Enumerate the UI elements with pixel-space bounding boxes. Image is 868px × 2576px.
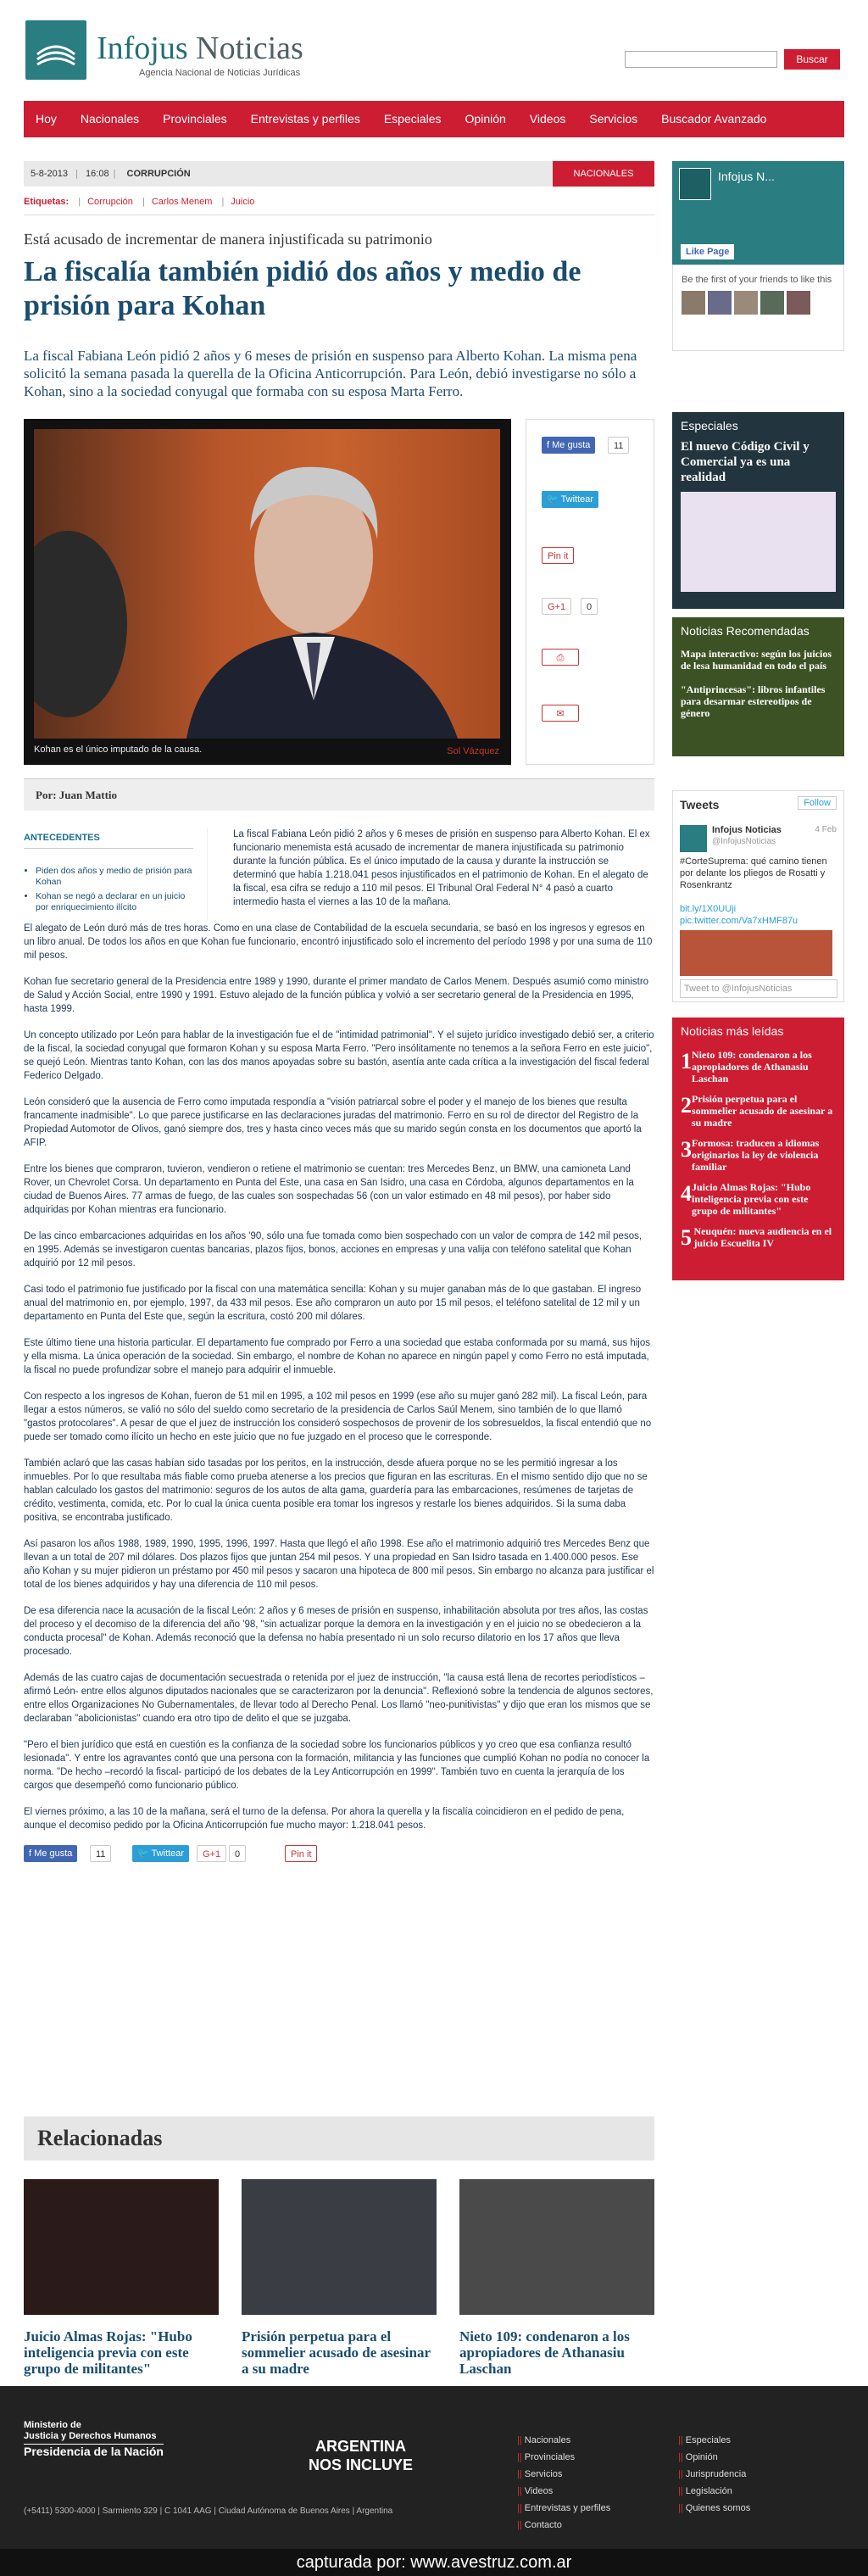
mas-text: Prisión perpetua para el sommelier acusado de asesinar a su madre xyxy=(692,1093,833,1129)
related-image xyxy=(24,2179,219,2315)
site-footer xyxy=(0,2386,868,2576)
mas-leida-item[interactable] xyxy=(672,1089,844,1133)
facebook-like-button[interactable] xyxy=(24,1845,77,1862)
fb-like-page-button[interactable]: Like Page xyxy=(681,244,734,259)
twitter-widget xyxy=(672,790,844,1002)
mas-leida-item[interactable] xyxy=(672,1133,844,1177)
article-meta: 5-8-2013 | 16:08 | CORRUPCIÓN NACIONALES xyxy=(24,161,654,187)
tag-link[interactable]: Juicio xyxy=(231,197,255,207)
mas-num: 3 xyxy=(681,1137,692,1162)
follow-button[interactable]: Follow xyxy=(798,796,837,810)
facebook-count: 11 xyxy=(90,1845,111,1862)
fb-page-title[interactable]: Infojus N... xyxy=(718,170,775,183)
footer-link[interactable]: || Servicios xyxy=(517,2466,610,2483)
body-paragraph: Además de las cuatro cajas de documentación secuestrada o retenida por el juez de instrucción, "la causa está llena de recortes periodísticos –afirmó León- entre ellos algunos diputados nacionales que se caracterizaron por la denuncia". Reflexionó sobre la tendencia de algunos sectores, entre ellos Organizaciones No Gubernamentales, de llevar todo al Derecho Penal. Los llamó "neo-punitivistas" y dijo que eran los mismos que se declaraban "abolicionistas" cuando era otro tipo de delito el que se juzgaba. xyxy=(24,1673,654,1724)
site-title-b: Noticias xyxy=(196,31,303,66)
footer-address: (+5411) 5300-4000 | Sarmiento 329 | C 1041 AAG | Ciudad Autónoma de Buenos Aires | Argentina xyxy=(24,2506,393,2516)
body-paragraph: El viernes próximo, a las 10 de la mañana, será el turno de la defensa. Por ahora la querella y la fiscalía coincidieron en el pedido de pena, aunque el decomiso pedido por la Oficina Anticorrupción fue mucho mayor: 1.218.041 pesos. xyxy=(24,1807,625,1831)
ministry-line: Presidencia de la Nación xyxy=(24,2445,164,2458)
mas-num: 5 xyxy=(681,1225,692,1250)
nav-especiales[interactable]: Especiales xyxy=(383,112,442,125)
mas-leidas-widget xyxy=(672,1018,844,1280)
footer-link[interactable]: || Legislación xyxy=(678,2483,750,2500)
site-title-a: Infojus xyxy=(97,31,188,66)
article-kicker: Está acusado de incrementar de manera injustificada su patrimonio xyxy=(24,231,432,248)
nav-servicios[interactable]: Servicios xyxy=(589,112,638,125)
related-card[interactable] xyxy=(459,2179,654,2377)
mas-text: Nieto 109: condenaron a los apropiadores de Athanasiu Laschan xyxy=(692,1049,812,1084)
body-paragraph: Entre los bienes que compraron, tuvieron, vendieron o retiene el matrimonio se cuentan: tres Mercedes Benz, un BMW, una camioneta Land Rover, un Chevrolet Corsa. Un departamento en Punta del Este, una casa en San Isidro, una casa en Córdoba, algunos departamentos en la ciudad de Buenos Aires. 77 armas de fuego, de las cuales son sospechadas 56 (con un valor estimado en 48 mil pesos), por haber sido adquiridas por Kohan mientras era funcionario. xyxy=(24,1164,634,1215)
mas-leida-item[interactable] xyxy=(672,1045,844,1089)
footer-link[interactable]: || Contacto xyxy=(517,2517,610,2534)
photo-row xyxy=(24,419,654,765)
tweet-button[interactable] xyxy=(542,491,598,508)
article-date: 5-8-2013 xyxy=(31,169,69,179)
bottom-share-row xyxy=(24,1845,654,1871)
page-logo-icon xyxy=(679,168,711,200)
mas-text: Neuquén: nueva audiencia en el juicio Escuelita IV xyxy=(693,1225,832,1249)
argentina-line: ARGENTINA xyxy=(315,2438,406,2455)
antecedentes-title: ANTECEDENTES xyxy=(24,828,193,849)
site-header xyxy=(0,0,868,102)
capture-credit: capturada por: www.avestruz.com.ar xyxy=(0,2549,868,2576)
article-column xyxy=(24,161,654,1871)
photo-image xyxy=(34,429,500,739)
mas-text: Formosa: traducen a idiomas originarios la ley de violencia familiar xyxy=(692,1137,820,1173)
tweet-date: 4 Feb xyxy=(815,825,837,834)
body-paragraph: El alegato de León duró más de tres horas. Como en una clase de Contabilidad de la escuela secundaria, se basó en los ingresos y egresos en un libro anual. De todos los años en que Kohan fue funcionario, encontró injustificado solo el incremento del período 1998 y por una suma de 110 mil pesos. xyxy=(24,923,653,961)
tw-label: Twittear xyxy=(560,494,594,505)
nav-opinion[interactable]: Opinión xyxy=(465,112,506,125)
ministry-line: Ministerio de xyxy=(24,2420,81,2430)
footer-links-a xyxy=(517,2432,610,2534)
recomendadas-title: Noticias Recomendadas xyxy=(681,624,810,638)
recomendada-link[interactable]: "Antiprincesas": libros infantiles para desarmar estereotipos de género xyxy=(681,683,826,719)
footer-link[interactable]: || Jurisprudencia xyxy=(678,2466,750,2483)
body-paragraph: También aclaró que las casas habían sido tasadas por los peritos, en la instrucción, desde afuera porque no se les permitió ingresar a los inmuebles. Por lo que resultaba más fiable como prueba atenerse a los precios que figuran en las escrituras. En el mismo sentido dijo que no se hablan calculado los gastos del matrimonio: seguros de los autos de alta gama, guardería para las embarcaciones, resúmenes de tarjetas de crédito, vestimenta, comida, etc. Por lo cual la única cuenta posible era tomar los ingresos y restarle los bienes adquiridos. Si la suma daba positiva, se encontraba justificado. xyxy=(24,1458,648,1523)
gplus-count: 0 xyxy=(581,598,598,615)
especiales-image xyxy=(681,492,836,592)
byline: Por: Juan Mattio xyxy=(24,778,654,811)
facebook-icon: f xyxy=(547,440,553,450)
related-image xyxy=(459,2179,654,2315)
related-headline: Nieto 109: condenaron a los apropiadores de Athanasiu Laschan xyxy=(459,2328,630,2377)
portrait-illustration xyxy=(34,429,500,739)
facebook-icon: f xyxy=(29,1848,35,1859)
article-time: 16:08 xyxy=(86,169,109,179)
footer-link[interactable]: || Opinión xyxy=(678,2449,750,2466)
tweet-to-input[interactable]: Tweet to @InfojusNoticias xyxy=(680,979,837,998)
avatar[interactable] xyxy=(760,291,784,315)
facebook-friends-box xyxy=(672,265,844,351)
nav-videos[interactable]: Videos xyxy=(529,112,566,125)
nav-hoy[interactable]: Hoy xyxy=(36,112,57,125)
tags-row: Etiquetas: | Corrupción | Carlos Menem | Juicio xyxy=(24,197,654,215)
tweets-title: Tweets xyxy=(680,798,720,811)
mas-leida-item[interactable] xyxy=(672,1221,844,1255)
mas-text: Juicio Almas Rojas: "Hubo inteligencia previa con este grupo de militantes" xyxy=(692,1181,811,1217)
footer-link[interactable]: || Provinciales xyxy=(517,2449,610,2466)
recomendada-link[interactable]: Mapa interactivo: según los juicios de lesa humanidad en todo el país xyxy=(681,648,832,672)
tw-label: Twittear xyxy=(151,1848,185,1859)
book-logo-icon xyxy=(34,31,78,70)
fb-label: Me gusta xyxy=(34,1848,73,1859)
recomendadas-widget xyxy=(672,617,844,756)
article-body xyxy=(24,828,654,1871)
argentina-line: NOS INCLUYE xyxy=(309,2456,414,2473)
related-card[interactable] xyxy=(242,2179,437,2377)
avatar[interactable] xyxy=(787,291,810,315)
body-paragraph: León consideró que la ausencia de Ferro como imputada respondía a "visión patriarcal sobre el poder y el manejo de los bienes que resulta francamente inadmisible". Lo que parece justificarse en las declaraciones juradas del matrimonio. Ferro en su rol de director del Registro de la Propiedad Automotor de Olivos, ganó siempre dos, tres y hasta cinco veces más que su marido según consta en los documentos que aportó la AFIP. xyxy=(24,1097,642,1148)
antecedente-link[interactable]: • Piden dos años y medio de prisión para Kohan xyxy=(36,866,193,888)
nav-provinciales[interactable]: Provinciales xyxy=(163,112,227,125)
body-paragraph: La fiscal Fabiana León pidió 2 años y 6 meses de prisión en suspenso para Alberto Kohan. El ex funcionario menemista está acusado de incrementar de manera injustificada su patrimonio durante la función pública. Es el único imputado de la causa y durante la instrucción se determinó que había 1.218.041 pesos injustificados en el patrimonio de Kohan. En el alegato de la fiscal, esa cifra se redujo a 110 mil pesos. El Tribunal Oral Federal N° 4 pasó a cuarto intermedio hasta el viernes a las 10 de la mañana. xyxy=(233,829,650,907)
related-image xyxy=(242,2179,437,2315)
search-input[interactable] xyxy=(625,51,777,68)
footer-link[interactable]: || Entrevistas y perfiles xyxy=(517,2500,610,2517)
photo-caption: Kohan es el único imputado de la causa. xyxy=(34,744,203,755)
argentina-logo xyxy=(309,2437,413,2474)
facebook-like-button[interactable] xyxy=(542,437,595,454)
pinterest-button[interactable]: Pin it xyxy=(285,1845,317,1862)
email-icon[interactable]: ✉ xyxy=(542,705,579,722)
facebook-count: 11 xyxy=(608,437,629,454)
article-lead: La fiscal Fabiana León pidió 2 años y 6 meses de prisión en suspenso para Alberto Kohan. La misma pena solicitó la semana pasada la querella de la Oficina Anticorrupción. Para León, debió investigarse no sólo a Kohan, sino a la sociedad conyugal que formaba con su esposa Marta Ferro. xyxy=(24,348,637,399)
body-paragraph: "Pero el bien jurídico que está en cuestión es la confianza de la sociedad sobre los funcionarios públicos y yo creo que esa confianza resultó lesionada". Y entre los agravantes contó que una persona con la formación, militancia y las funciones que cumplió Kohan no podía no conocer la norma. "De hecho –recordó la fiscal- participó de los debates de la Ley Anticorrupción en 1999". También tuvo en cuenta la jerarquía de los cargos que desempeñó como funcionario público. xyxy=(24,1740,650,1791)
related-headline: Juicio Almas Rojas: "Hubo inteligencia previa con este grupo de militantes" xyxy=(24,2328,192,2377)
article-section[interactable]: CORRUPCIÓN xyxy=(126,169,191,179)
ministry-logo[interactable] xyxy=(24,2420,164,2457)
body-paragraph: Un concepto utilizado por León para hablar de la investigación fue el de "intimidad patrimonial". Y el sujeto jurídico investigado debió ser, a criterio de la fiscal, la sociedad conyugal que formaron Kohan y su esposa Marta Ferro. "Pero insólitamente no tenemos a la señora Ferro en este juicio", se quejó León. Mientras tanto Kohan, con las dos manos apoyadas sobre su bastón, asentía ante cada crítica a la investigación del fiscal federal Federico Delgado. xyxy=(24,1030,654,1081)
fb-label: Me gusta xyxy=(552,440,591,450)
article-headline: La fiscalía también pidió dos años y medio de prisión para Kohan xyxy=(24,256,581,321)
footer-link[interactable]: || Quienes somos xyxy=(678,2500,750,2517)
facebook-page-widget xyxy=(672,161,844,265)
related-headline: Prisión perpetua para el sommelier acusado de asesinar a su madre xyxy=(242,2328,431,2377)
tweet-handle[interactable]: @InfojusNoticias xyxy=(712,837,776,846)
footer-link[interactable]: || Videos xyxy=(517,2483,610,2500)
gplus-button[interactable]: G+1 xyxy=(542,598,571,615)
antecedentes-box xyxy=(24,828,193,922)
especiales-widget[interactable] xyxy=(672,412,844,609)
site-subtitle: Agencia Nacional de Noticias Jurídicas xyxy=(139,68,301,78)
related-card[interactable] xyxy=(24,2179,219,2377)
avatar[interactable] xyxy=(708,291,732,315)
body-paragraph: De esa diferencia nace la acusación de la fiscal León: 2 años y 6 meses de prisión en suspenso, inhabilitación absoluta por tres años, las costas del proceso y el decomiso de la diferencia del año '98, "sin actualizar porque la demora en la investigación y en el juicio no se obedecieron a la conducta procesal" de Kohan. Además reconoció que la defensa no había presentado ni un solo recurso dilatorio en los 17 años que lleva procesado. xyxy=(24,1606,648,1657)
especiales-title: Especiales xyxy=(681,419,738,432)
especiales-headline: El nuevo Código Civil y Comercial ya es una realidad xyxy=(681,440,810,484)
section-badge[interactable]: NACIONALES xyxy=(553,161,654,187)
pinterest-button[interactable]: Pin it xyxy=(542,547,574,564)
body-paragraph: Así pasaron los años 1988, 1989, 1990, 1995, 1996, 1997. Hasta que llegó el año 1998. Ese año el matrimonio adquirió tres Mercedes Benz que llevan a un total de 207 mil dólares. Dos plazos fijos que juntan 254 mil pesos. Y una propiedad en San Isidro tasada en 1.400.000 pesos. Ese año Kohan y su mujer pidieron un préstamo por 450 mil pesos y sacaron una hipoteca de 800 mil pesos. Sin embargo no alcanza para justificar el total de los bienes adquiridos y hay una diferencia de 110 mil pesos. xyxy=(24,1539,654,1590)
avatar[interactable] xyxy=(734,291,758,315)
footer-link[interactable]: || Nacionales xyxy=(517,2432,610,2449)
nav-buscador[interactable]: Buscador Avanzado xyxy=(661,112,767,125)
tweet-user[interactable]: Infojus Noticias xyxy=(712,825,782,835)
gplus-button[interactable]: G+1 xyxy=(197,1845,226,1862)
nav-entrevistas[interactable]: Entrevistas y perfiles xyxy=(250,112,360,125)
body-paragraph: Casi todo el patrimonio fue justificado por la fiscal con una matemática sencilla: Kohan y su mujer ganaban más de lo que gastaban. El ingreso anual del matrimonio en, por ejemplo, 1997, da 433 mil pesos. Ese año compraron un auto por 15 mil pesos, el teléfono satelital de 12 mil y un departamento en Punta del Este que, según la escritura, costó 200 mil dólares. xyxy=(24,1285,642,1322)
search-button[interactable]: Buscar xyxy=(784,49,840,70)
site-logo[interactable] xyxy=(25,20,86,80)
body-paragraph: Kohan fue secretario general de la Presidencia entre 1989 y 1990, durante el primer mandato de Carlos Menem. Después asumió como ministro de Salud y Acción Social, entre 1990 y 1991. Estuvo alejado de la función pública y volvió a ser secretario general de la Presidencia en 1995, hasta 1999. xyxy=(24,977,649,1014)
tag-link[interactable]: Carlos Menem xyxy=(151,197,213,207)
tweet-link[interactable]: bit.ly/1X0UUji pic.twitter.com/Va7xHMF87u xyxy=(680,904,798,926)
twitter-icon: 🐦 xyxy=(547,494,561,505)
mas-num: 2 xyxy=(681,1093,692,1118)
article-photo xyxy=(24,419,511,765)
mas-leidas-title: Noticias más leídas xyxy=(681,1024,784,1038)
mas-num: 1 xyxy=(681,1049,692,1073)
body-paragraph: Este último tiene una historia particular. El departamento fue comprado por Ferro a una sociedad que estaba conformada por su mamá, sus hijos y ella misma. La única operación de la sociedad. Sin embargo, el nombre de Kohan no aparece en ningún papel y como Ferro no está imputada, la fiscal no puede profundizar sobre el manejo para adquirir el inmueble. xyxy=(24,1338,650,1375)
tweet-avatar[interactable] xyxy=(680,825,707,852)
footer-link[interactable]: || Especiales xyxy=(678,2432,750,2449)
site-title[interactable] xyxy=(97,32,303,64)
twitter-icon: 🐦 xyxy=(137,1848,152,1859)
avatar[interactable] xyxy=(682,291,705,315)
fb-friends-text: Be the first of your friends to like this xyxy=(682,275,832,285)
tweet-text: #CorteSuprema: qué camino tienen por delante los pliegos de Rosatti y Rosenkrantz xyxy=(680,856,827,890)
mas-num: 4 xyxy=(681,1181,692,1206)
fb-friend-avatars xyxy=(682,291,835,315)
tag-link[interactable]: Corrupción xyxy=(87,197,133,207)
body-paragraph: De las cinco embarcaciones adquiridas en los años '90, sólo una fue tomada como bien sospechado con un valor de compra de 142 mil pesos, en 1995. Además se investigaron cuentas bancarias, plazos fijos, bonos, acciones en empresas y una valija con teléfono satelital que Kohan adquirió por 12 mil pesos. xyxy=(24,1231,643,1268)
share-box xyxy=(526,419,654,765)
photo-credit: Sol Vázquez xyxy=(447,746,499,756)
related-title: Relacionadas xyxy=(24,2116,654,2161)
tweet-image[interactable] xyxy=(680,930,832,976)
gplus-count: 0 xyxy=(229,1845,246,1862)
tweet-button[interactable] xyxy=(132,1845,189,1862)
nav-nacionales[interactable]: Nacionales xyxy=(80,112,140,125)
mas-leida-item[interactable] xyxy=(672,1177,844,1221)
antecedente-link[interactable]: • Kohan se negó a declarar en un juicio por enriquecimiento ilícito xyxy=(36,891,193,913)
main-nav xyxy=(24,101,844,137)
body-paragraph: Con respecto a los ingresos de Kohan, fueron de 51 mil en 1995, a 102 mil pesos en 1999 (ese año su mujer ganó 282 mil). La fiscal León, para llegar a estos números, se valió no sólo del sueldo como secretario de la presidencia de Carlos Saúl Menem, sino también de lo que llamó "gastos protocolares". A pesar de que el juez de instrucción los consideró sospechosos de provenir de los sobresueldos, la fiscal entendió que no puede ser tomado como ilícito un hecho en este juicio que no fue juzgado en el proceso que le corresponde. xyxy=(24,1391,652,1442)
footer-links-b xyxy=(678,2432,750,2517)
ministry-line: Justicia y Derechos Humanos xyxy=(24,2431,157,2441)
print-icon[interactable]: ⎙ xyxy=(542,649,579,666)
tags-label: Etiquetas: xyxy=(24,197,70,207)
